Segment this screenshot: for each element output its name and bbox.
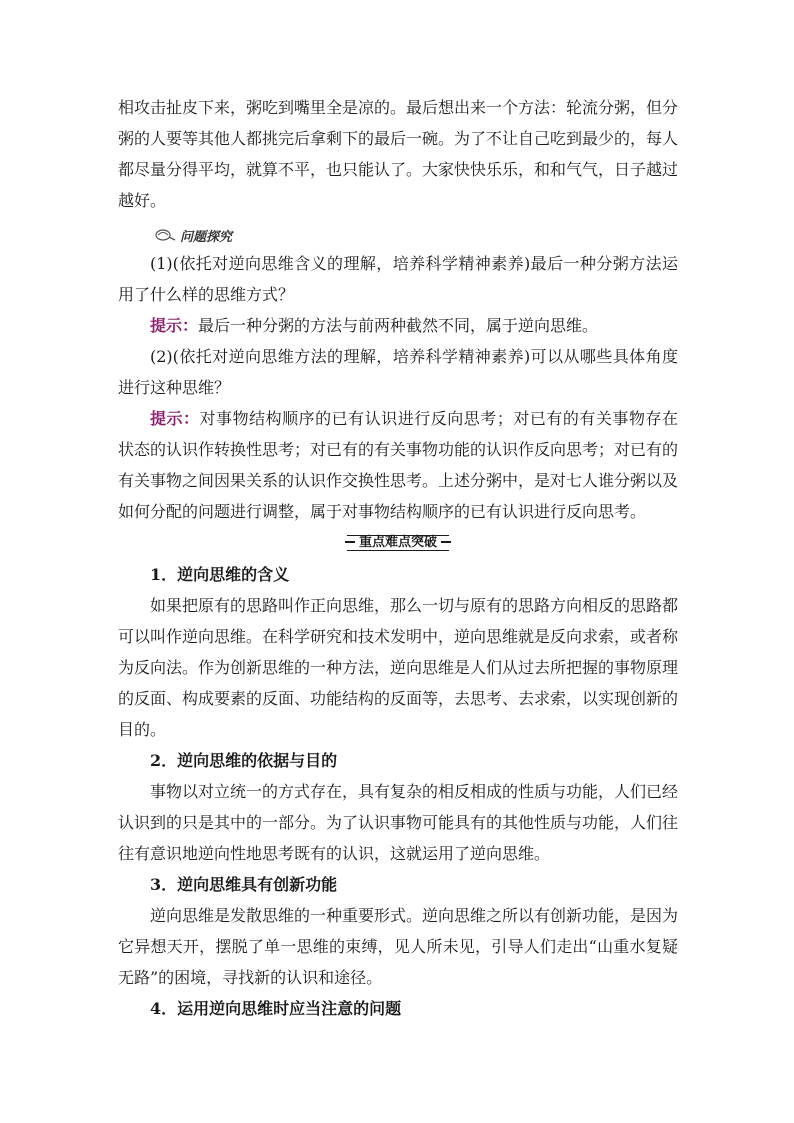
document-page: [118, 92, 678, 1024]
point-4-title: 4．运用逆向思维时应当注意的问题: [150, 999, 402, 1018]
inquiry-heading: [154, 222, 678, 248]
hint-1: [118, 310, 678, 341]
question-2: (2)(依托对逆向思维方法的理解，培养科学精神素养)可以从哪些具体角度进行这种思维？: [118, 347, 678, 397]
story-paragraph: 相攻击扯皮下来，粥吃到嘴里全是凉的。最后想出来一个方法：轮流分粥，但分粥的人要等其他人都挑完后拿剩下的最后一碗。为了不让自己吃到最少的，每人都尽量分得平均，就算不平，也只能认了。大家快快乐乐，和和气气，日子越过越好。: [118, 98, 679, 210]
hint-1-label: 提示：: [150, 316, 199, 335]
hint-2-label: 提示：: [150, 409, 200, 428]
point-2-title: 2．逆向思维的依据与目的: [150, 751, 338, 770]
point-1-title: 1．逆向思维的含义: [150, 565, 290, 584]
point-1-body: 如果把原有的思路叫作正向思维，那么一切与原有的思路方向相反的思路都可以叫作逆向思维。在科学研究和技术发明中，逆向思维就是反向求索，或者称为反向法。作为创新思维的一种方法，逆向思维是人们从过去所把握的事物原理的反面、构成要素的反面、功能结构的反面等，去思考、去求索，以实现创新的目的。: [118, 596, 679, 739]
section-banner: [118, 531, 678, 555]
inquiry-heading-label: 问题探究: [180, 229, 233, 245]
point-2-body: 事物以对立统一的方式存在，具有复杂的相反相成的性质与功能，人们已经认识到的只是其中的一部分。为了认识事物可能具有的其他性质与功能，人们往往有意识地逆向性地思考既有的认识，这就运用了逆向思维。: [118, 782, 679, 863]
inquiry-icon: [154, 228, 176, 242]
hint-2: [118, 403, 678, 527]
hint-2-text: 对事物结构顺序的已有认识进行反向思考；对已有的有关事物存在状态的认识作转换性思考；对已有的有关事物功能的认识作反向思考；对已有的有关事物之间因果关系的认识作交换性思考。上述分粥中，是对七人谁分粥以及如何分配的问题进行调整，属于对事物结构顺序的已有认识进行反向思考。: [118, 409, 679, 521]
point-3-body: 逆向思维是发散思维的一种重要形式。逆向思维之所以有创新功能，是因为它异想天开，摆脱了单一思维的束缚，见人所未见，引导人们走出“山重水复疑无路”的困境，寻找新的认识和途径。: [118, 906, 679, 987]
hint-1-text: 最后一种分粥的方法与前两种截然不同，属于逆向思维。: [198, 316, 599, 335]
question-1: (1)(依托对逆向思维含义的理解，培养科学精神素养)最后一种分粥方法运用了什么样的思维方式？: [118, 254, 678, 304]
banner-label: 重点难点突破: [347, 535, 449, 551]
point-3-title: 3．逆向思维具有创新功能: [150, 875, 338, 894]
